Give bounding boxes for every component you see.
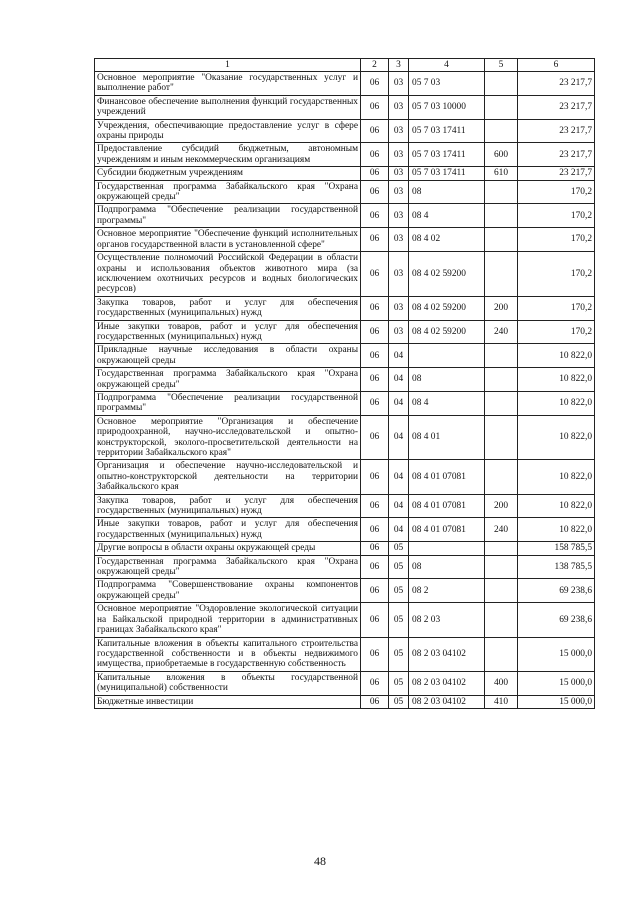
row-section: 06 [361,180,389,204]
header-col-6: 6 [518,59,595,72]
row-target-article: 05 7 03 10000 [409,95,485,119]
row-subsection: 04 [389,460,409,494]
row-section: 06 [361,167,389,180]
row-target-article: 08 [409,180,485,204]
row-name: Бюджетные инвестиции [95,695,361,708]
row-target-article: 08 2 03 04102 [409,695,485,708]
row-subsection: 04 [389,415,409,460]
row-amount: 138 785,5 [518,555,595,579]
row-expense-type [485,204,518,228]
row-expense-type: 600 [485,143,518,167]
table-row [95,72,595,96]
table-row [95,119,595,143]
row-expense-type: 240 [485,518,518,542]
table-row [95,296,595,320]
row-expense-type: 200 [485,296,518,320]
row-section: 06 [361,296,389,320]
row-amount: 10 822,0 [518,344,595,368]
row-subsection: 03 [389,95,409,119]
row-name: Основное мероприятие "Организация и обеспечение природоохранной, научно-исследовательской и опытно-конструкторской, эколого-просветительской деятельности на территории Забайкальского края" [95,415,361,460]
row-section: 06 [361,494,389,518]
row-name: Закупка товаров, работ и услуг для обеспечения государственных (муниципальных) нужд [95,494,361,518]
row-amount: 170,2 [518,204,595,228]
row-name: Государственная программа Забайкальского края "Охрана окружающей среды" [95,555,361,579]
row-target-article: 08 4 01 07081 [409,518,485,542]
row-name: Государственная программа Забайкальского края "Охрана окружающей среды" [95,368,361,392]
row-amount: 10 822,0 [518,518,595,542]
row-target-article: 08 [409,555,485,579]
row-section: 06 [361,204,389,228]
row-name: Основное мероприятие "Обеспечение функций исполнительных органов государственной власти в установленной сфере" [95,228,361,252]
row-amount: 158 785,5 [518,542,595,555]
row-name: Учреждения, обеспечивающие предоставление услуг в сфере охраны природы [95,119,361,143]
row-expense-type [485,252,518,297]
row-expense-type [485,542,518,555]
row-amount: 170,2 [518,228,595,252]
row-name: Подпрограмма "Совершенствование охраны компонентов окружающей среды" [95,579,361,603]
row-name: Субсидии бюджетным учреждениям [95,167,361,180]
row-name: Капитальные вложения в объекты государственной (муниципальной) собственности [95,671,361,695]
row-target-article: 05 7 03 17411 [409,167,485,180]
row-expense-type: 240 [485,320,518,344]
header-col-3: 3 [389,59,409,72]
row-section: 06 [361,72,389,96]
row-expense-type [485,460,518,494]
row-expense-type [485,415,518,460]
row-section: 06 [361,460,389,494]
row-target-article: 08 [409,368,485,392]
table-row [95,252,595,297]
row-name: Капитальные вложения в объекты капитального строительства государственной собственности и в объекты недвижимого имущества, приобретаемые в государственную собственность [95,637,361,671]
row-subsection: 03 [389,180,409,204]
row-amount: 69 238,6 [518,603,595,637]
row-name: Иные закупки товаров, работ и услуг для обеспечения государственных (муниципальных) нужд [95,518,361,542]
row-section: 06 [361,415,389,460]
table-row [95,555,595,579]
table-row [95,579,595,603]
table-row [95,695,595,708]
row-target-article: 08 4 01 [409,415,485,460]
row-name: Иные закупки товаров, работ и услуг для обеспечения государственных (муниципальных) нужд [95,320,361,344]
row-amount: 23 217,7 [518,143,595,167]
row-amount: 15 000,0 [518,637,595,671]
row-name: Прикладные научные исследования в области охраны окружающей среды [95,344,361,368]
row-subsection: 04 [389,494,409,518]
row-amount: 10 822,0 [518,460,595,494]
header-row [95,59,595,72]
row-name: Другие вопросы в области охраны окружающей среды [95,542,361,555]
row-amount: 10 822,0 [518,415,595,460]
table-row [95,391,595,415]
row-target-article: 05 7 03 17411 [409,119,485,143]
table-row [95,603,595,637]
row-expense-type [485,228,518,252]
row-subsection: 03 [389,72,409,96]
budget-table-page [94,58,594,709]
row-amount: 23 217,7 [518,119,595,143]
row-amount: 170,2 [518,252,595,297]
row-section: 06 [361,320,389,344]
row-amount: 23 217,7 [518,167,595,180]
row-subsection: 03 [389,228,409,252]
row-subsection: 04 [389,391,409,415]
header-col-4: 4 [409,59,485,72]
table-row [95,460,595,494]
row-subsection: 03 [389,167,409,180]
table-row [95,671,595,695]
page-number: 48 [314,854,326,868]
row-expense-type: 200 [485,494,518,518]
row-subsection: 04 [389,344,409,368]
table-row [95,167,595,180]
row-subsection: 05 [389,695,409,708]
row-section: 06 [361,143,389,167]
row-name: Закупка товаров, работ и услуг для обеспечения государственных (муниципальных) нужд [95,296,361,320]
row-amount: 10 822,0 [518,391,595,415]
row-subsection: 05 [389,579,409,603]
row-target-article: 08 4 01 07081 [409,460,485,494]
row-section: 06 [361,228,389,252]
budget-table [94,58,595,709]
row-amount: 15 000,0 [518,695,595,708]
row-section: 06 [361,391,389,415]
table-row [95,637,595,671]
row-amount: 170,2 [518,320,595,344]
row-expense-type [485,555,518,579]
row-expense-type [485,180,518,204]
row-section: 06 [361,695,389,708]
header-col-2: 2 [361,59,389,72]
row-target-article: 08 2 [409,579,485,603]
row-target-article: 08 4 02 59200 [409,320,485,344]
row-subsection: 05 [389,555,409,579]
row-section: 06 [361,671,389,695]
row-section: 06 [361,555,389,579]
row-target-article [409,344,485,368]
row-name: Организация и обеспечение научно-исследовательской и опытно-конструкторской деятельности на территории Забайкальского края [95,460,361,494]
row-section: 06 [361,518,389,542]
row-target-article: 08 4 01 07081 [409,494,485,518]
row-subsection: 05 [389,637,409,671]
row-section: 06 [361,603,389,637]
row-subsection: 03 [389,252,409,297]
row-name: Подпрограмма "Обеспечение реализации государственной программы" [95,204,361,228]
table-row [95,542,595,555]
row-target-article: 08 4 [409,391,485,415]
row-subsection: 03 [389,320,409,344]
row-expense-type [485,95,518,119]
row-subsection: 04 [389,368,409,392]
table-row [95,320,595,344]
row-expense-type [485,368,518,392]
row-target-article: 05 7 03 17411 [409,143,485,167]
row-amount: 69 238,6 [518,579,595,603]
row-expense-type [485,391,518,415]
row-subsection: 05 [389,603,409,637]
row-expense-type [485,579,518,603]
row-expense-type [485,344,518,368]
row-subsection: 03 [389,296,409,320]
table-row [95,518,595,542]
row-subsection: 03 [389,143,409,167]
row-section: 06 [361,637,389,671]
row-target-article: 08 2 03 [409,603,485,637]
row-section: 06 [361,95,389,119]
header-col-1: 1 [95,59,361,72]
row-name: Подпрограмма "Обеспечение реализации государственной программы" [95,391,361,415]
row-amount: 170,2 [518,296,595,320]
table-row [95,344,595,368]
row-expense-type [485,603,518,637]
table-row [95,180,595,204]
row-target-article: 08 2 03 04102 [409,637,485,671]
row-amount: 23 217,7 [518,72,595,96]
row-name: Государственная программа Забайкальского края "Охрана окружающей среды" [95,180,361,204]
row-subsection: 05 [389,671,409,695]
row-subsection: 03 [389,204,409,228]
row-target-article: 05 7 03 [409,72,485,96]
table-row [95,415,595,460]
row-name: Основное мероприятие "Оказание государственных услуг и выполнение работ" [95,72,361,96]
row-target-article [409,542,485,555]
row-amount: 15 000,0 [518,671,595,695]
row-target-article: 08 4 02 59200 [409,296,485,320]
row-amount: 10 822,0 [518,368,595,392]
row-section: 06 [361,579,389,603]
row-expense-type: 400 [485,671,518,695]
row-target-article: 08 4 02 59200 [409,252,485,297]
row-subsection: 03 [389,119,409,143]
row-section: 06 [361,252,389,297]
row-target-article: 08 4 [409,204,485,228]
row-expense-type [485,637,518,671]
row-section: 06 [361,542,389,555]
table-row [95,204,595,228]
row-section: 06 [361,368,389,392]
row-section: 06 [361,119,389,143]
row-name: Основное мероприятие "Оздоровление экологической ситуации на Байкальской природной территории в административных границах Забайкальского края" [95,603,361,637]
row-expense-type [485,72,518,96]
row-section: 06 [361,344,389,368]
row-name: Финансовое обеспечение выполнения функций государственных учреждений [95,95,361,119]
row-expense-type: 610 [485,167,518,180]
row-subsection: 05 [389,542,409,555]
row-name: Предоставление субсидий бюджетным, автономным учреждениям и иным некоммерческим организациям [95,143,361,167]
row-amount: 23 217,7 [518,95,595,119]
table-row [95,228,595,252]
header-col-5: 5 [485,59,518,72]
table-body [95,72,595,709]
row-name: Осуществление полномочий Российской Федерации в области охраны и использования объектов животного мира (за исключением охотничьих ресурсов и водных биологических ресурсов) [95,252,361,297]
row-expense-type [485,119,518,143]
row-amount: 170,2 [518,180,595,204]
row-expense-type: 410 [485,695,518,708]
table-row [95,368,595,392]
table-row [95,95,595,119]
table-row [95,494,595,518]
row-target-article: 08 2 03 04102 [409,671,485,695]
row-target-article: 08 4 02 [409,228,485,252]
row-amount: 10 822,0 [518,494,595,518]
row-subsection: 04 [389,518,409,542]
table-row [95,143,595,167]
